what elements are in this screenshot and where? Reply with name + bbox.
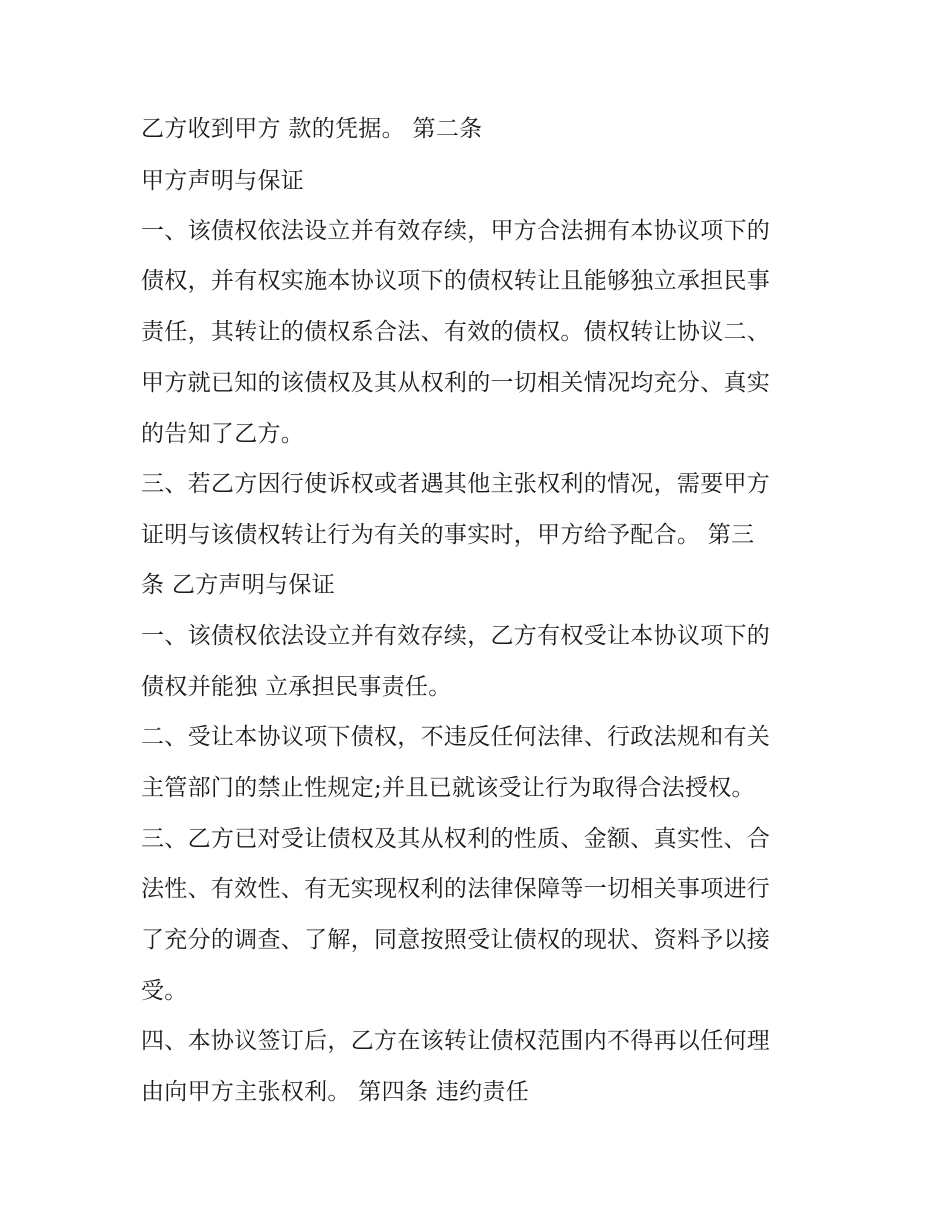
text-line: 债权，并有权实施本协议项下的债权转让且能够独立承担民事 <box>141 268 771 294</box>
text-line: 债权并能独 立承担民事责任。 <box>141 674 452 700</box>
text-line: 一、该债权依法设立并有效存续，甲方合法拥有本协议项下的 <box>141 218 771 244</box>
text-line: 一、该债权依法设立并有效存续，乙方有权受让本协议项下的 <box>141 623 771 649</box>
text-line: 四、本协议签订后，乙方在该转让债权范围内不得再以任何理 <box>141 1028 771 1054</box>
text-line: 受。 <box>141 978 188 1004</box>
text-line: 了充分的调查、了解，同意按照受让债权的现状、资料予以接 <box>141 927 771 953</box>
text-line: 条 乙方声明与保证 <box>141 572 336 598</box>
text-line: 乙方收到甲方 款的凭据。 第二条 <box>141 116 483 142</box>
text-line: 的告知了乙方。 <box>141 421 305 447</box>
text-line: 由向甲方主张权利。 第四条 违约责任 <box>141 1079 530 1105</box>
text-line: 甲方就已知的该债权及其从权利的一切相关情况均充分、真实 <box>141 370 771 396</box>
text-line: 甲方声明与保证 <box>141 168 305 194</box>
text-line: 主管部门的禁止性规定;并且已就该受让行为取得合法授权。 <box>141 775 755 801</box>
text-line: 二、受让本协议项下债权，不违反任何法律、行政法规和有关 <box>141 724 771 750</box>
text-line: 三、若乙方因行使诉权或者遇其他主张权利的情况，需要甲方 <box>141 471 771 497</box>
text-line: 三、乙方已对受让债权及其从权利的性质、金额、真实性、合 <box>141 826 771 852</box>
text-line: 证明与该债权转让行为有关的事实时，甲方给予配合。 第三 <box>141 522 755 548</box>
text-line: 责任，其转让的债权系合法、有效的债权。债权转让协议二、 <box>141 319 771 345</box>
text-line: 法性、有效性、有无实现权利的法律保障等一切相关事项进行 <box>141 876 771 902</box>
